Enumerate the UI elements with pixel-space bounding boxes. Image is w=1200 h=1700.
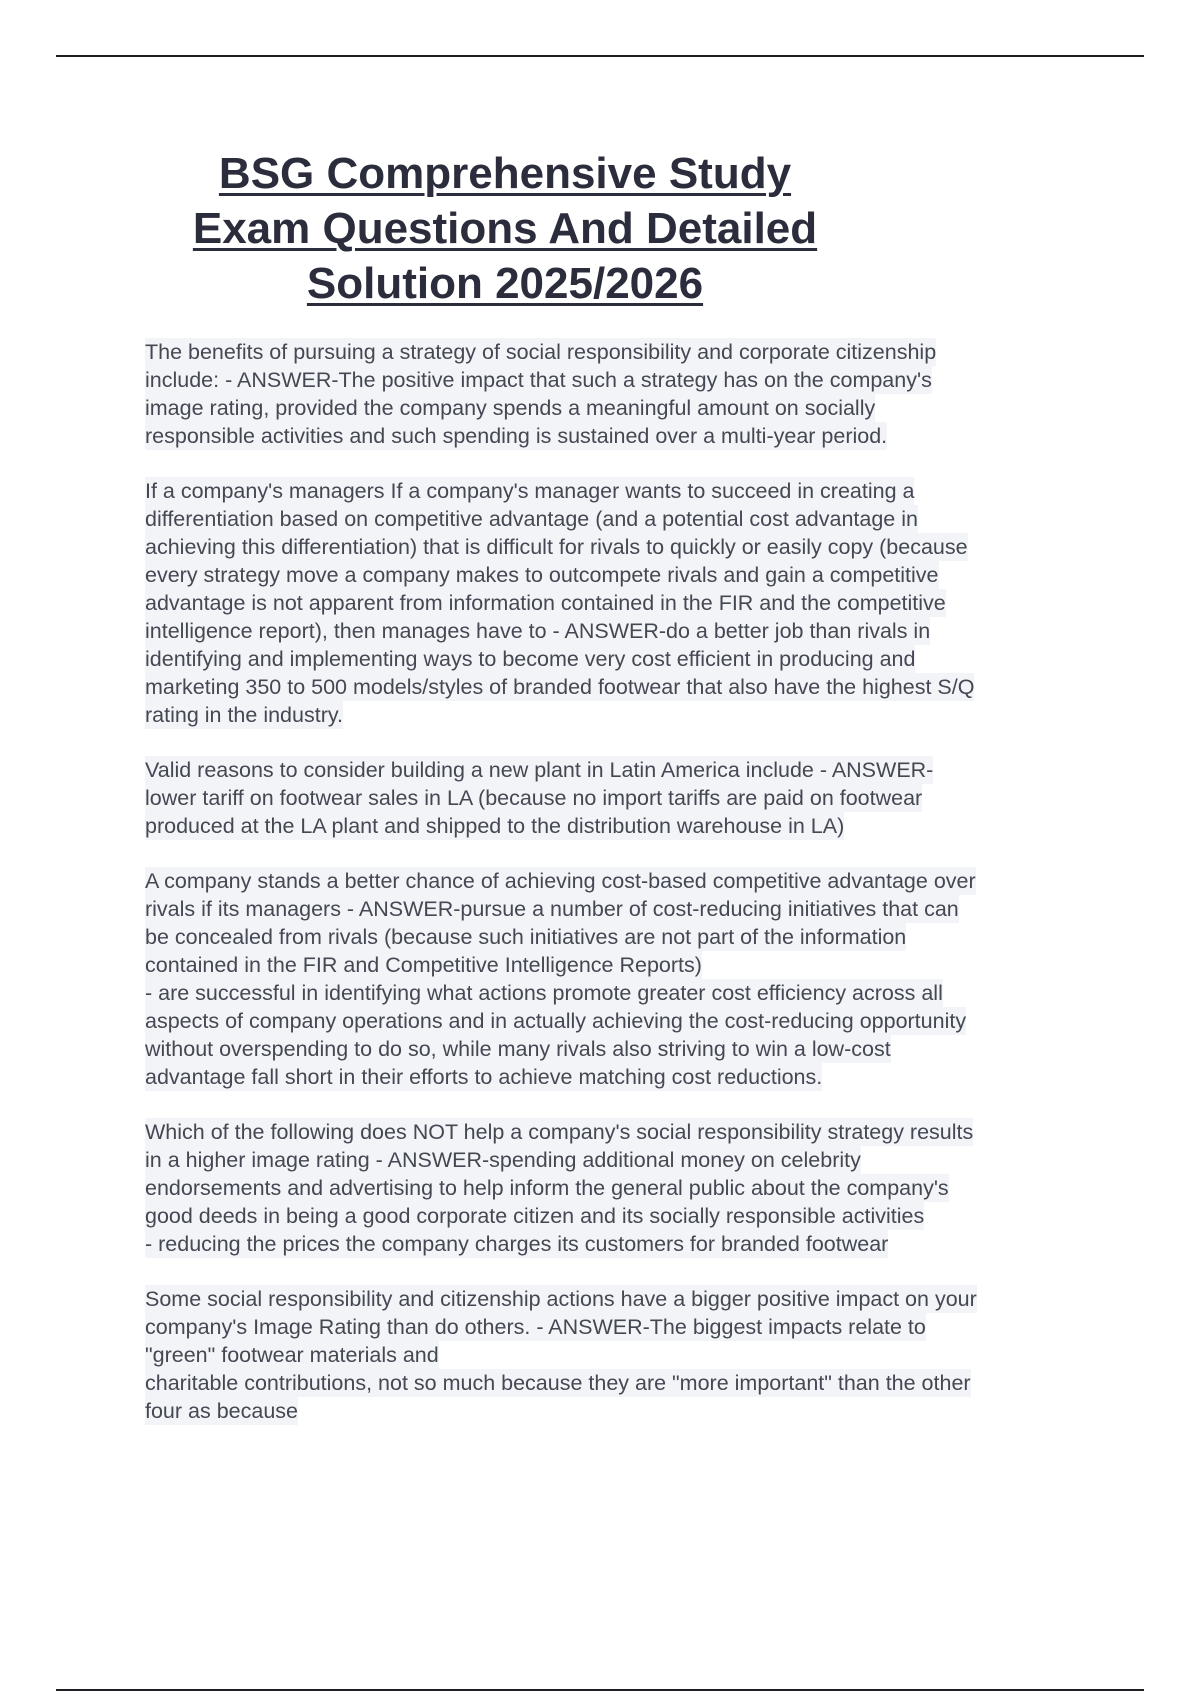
qa-block-differentiation <box>145 477 1095 729</box>
text-line: advantage is not apparent from information contained in the FIR and the competitive <box>145 591 946 615</box>
text-line: Which of the following does NOT help a company's social responsibility strategy results <box>145 1120 974 1144</box>
text-line: good deeds in being a good corporate citizen and its socially responsible activities <box>145 1204 925 1228</box>
text-line: Some social responsibility and citizenship actions have a bigger positive impact on your <box>145 1287 977 1311</box>
top-divider <box>56 55 1144 57</box>
text-line: image rating, provided the company spends a meaningful amount on socially <box>145 396 876 420</box>
qa-block-citizenship-impacts <box>145 1285 1095 1425</box>
text-line: marketing 350 to 500 models/styles of branded footwear that also have the highest S/Q <box>145 675 975 699</box>
qa-block-image-rating <box>145 1118 1095 1258</box>
text-line: intelligence report), then manages have to - ANSWER-do a better job than rivals in <box>145 619 931 643</box>
text-line: lower tariff on footwear sales in LA (because no import tariffs are paid on footwear <box>145 786 923 810</box>
title-line: BSG Comprehensive Study <box>218 149 792 198</box>
text-line: "green" footwear materials and <box>145 1343 439 1367</box>
text-line: endorsements and advertising to help inform the general public about the company's <box>145 1176 949 1200</box>
qa-block-cost-advantage <box>145 867 1095 1091</box>
text-line: include: - ANSWER-The positive impact that such a strategy has on the company's <box>145 368 932 392</box>
text-line: rivals if its managers - ANSWER-pursue a number of cost-reducing initiatives that can <box>145 897 959 921</box>
text-line: The benefits of pursuing a strategy of social responsibility and corporate citizenship <box>145 340 937 364</box>
text-line: If a company's managers If a company's manager wants to succeed in creating a <box>145 479 915 503</box>
text-line: advantage fall short in their efforts to achieve matching cost reductions. <box>145 1065 823 1089</box>
text-line: four as because <box>145 1399 298 1423</box>
text-line: achieving this differentiation) that is difficult for rivals to quickly or easily copy (because <box>145 535 968 559</box>
qa-block-social-responsibility-benefits <box>145 338 1095 450</box>
text-line: - are successful in identifying what actions promote greater cost efficiency across all <box>145 981 943 1005</box>
document-title <box>120 146 890 311</box>
qa-block-latin-america-plant <box>145 756 1095 840</box>
text-line: rating in the industry. <box>145 703 343 727</box>
text-line: charitable contributions, not so much because they are "more important" than the other <box>145 1371 971 1395</box>
title-line: Solution 2025/2026 <box>306 259 704 308</box>
text-line: aspects of company operations and in actually achieving the cost-reducing opportunity <box>145 1009 967 1033</box>
text-line: - reducing the prices the company charges its customers for branded footwear <box>145 1232 889 1256</box>
text-line: without overspending to do so, while many rivals also striving to win a low-cost <box>145 1037 891 1061</box>
text-line: Valid reasons to consider building a new plant in Latin America include - ANSWER- <box>145 758 934 782</box>
text-line: every strategy move a company makes to outcompete rivals and gain a competitive <box>145 563 939 587</box>
title-line: Exam Questions And Detailed <box>192 204 818 253</box>
text-line: produced at the LA plant and shipped to the distribution warehouse in LA) <box>145 814 845 838</box>
text-line: A company stands a better chance of achieving cost-based competitive advantage over <box>145 869 976 893</box>
text-line: responsible activities and such spending is sustained over a multi-year period. <box>145 424 888 448</box>
text-line: be concealed from rivals (because such initiatives are not part of the information <box>145 925 907 949</box>
text-line: identifying and implementing ways to become very cost efficient in producing and <box>145 647 916 671</box>
document-body <box>145 338 1095 1452</box>
text-line: in a higher image rating - ANSWER-spending additional money on celebrity <box>145 1148 861 1172</box>
text-line: company's Image Rating than do others. - ANSWER-The biggest impacts relate to <box>145 1315 926 1339</box>
bottom-divider <box>56 1689 1144 1691</box>
text-line: contained in the FIR and Competitive Intelligence Reports) <box>145 953 702 977</box>
text-line: differentiation based on competitive advantage (and a potential cost advantage in <box>145 507 918 531</box>
